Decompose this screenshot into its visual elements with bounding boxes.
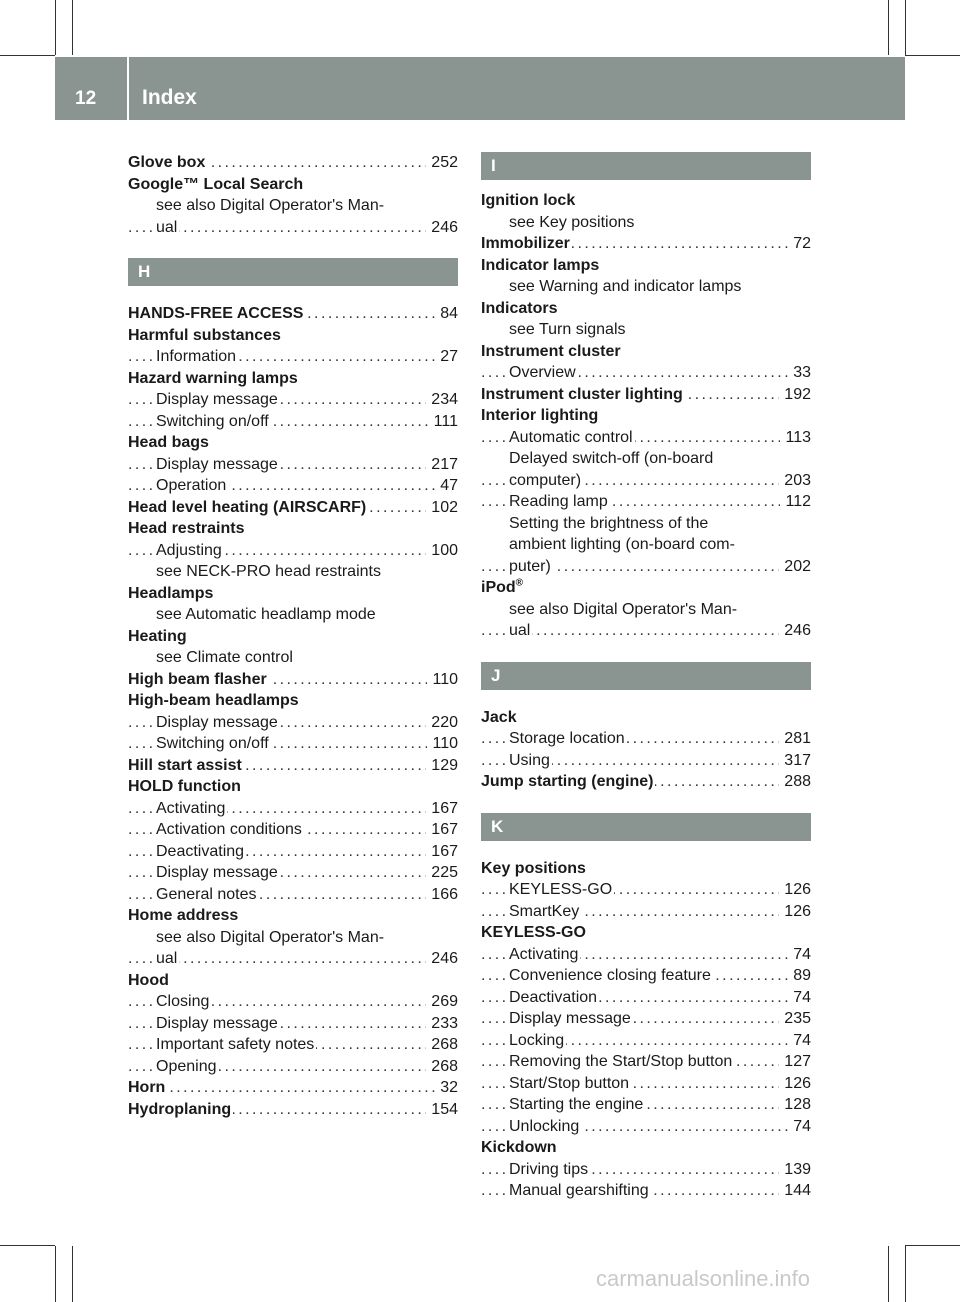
index-subentry[interactable] — [481, 1116, 811, 1138]
index-subentry[interactable] — [128, 733, 458, 755]
index-entry[interactable] — [128, 497, 458, 519]
index-entry[interactable] — [128, 303, 458, 325]
index-entry — [128, 583, 458, 605]
entry-label: computer) — [509, 471, 582, 489]
index-subentry[interactable] — [481, 427, 811, 449]
entry-label: Closing — [156, 993, 210, 1010]
entry-label: Instrument cluster lighting — [481, 385, 683, 403]
index-subentry[interactable] — [481, 1094, 811, 1116]
page-reference[interactable]: 126 — [779, 1073, 811, 1095]
entry-label: HANDS-FREE ACCESS — [128, 305, 304, 322]
page-reference[interactable]: 166 — [426, 884, 458, 906]
entry-label: Jack — [481, 708, 517, 726]
crop-mark — [0, 55, 55, 56]
index-entry — [128, 325, 458, 347]
entry-label: see NECK-PRO head restraints — [156, 563, 381, 580]
page-header — [55, 57, 905, 120]
index-entry[interactable] — [481, 233, 811, 255]
entry-label: Removing the Start/Stop button — [509, 1053, 733, 1070]
crop-mark — [72, 0, 73, 55]
index-subentry[interactable] — [481, 879, 811, 901]
page-reference[interactable]: 281 — [779, 728, 811, 750]
index-subentry[interactable] — [128, 540, 458, 562]
entry-label: Convenience closing feature — [509, 967, 711, 984]
crop-mark — [55, 1246, 56, 1302]
entry-label: Hood — [128, 971, 169, 989]
entry-label: Storage location — [509, 730, 625, 747]
index-subentry[interactable] — [481, 1180, 811, 1202]
page-reference[interactable]: 112 — [780, 491, 811, 513]
index-subentry[interactable] — [128, 819, 458, 841]
entry-label: puter) — [509, 557, 551, 575]
entry-label: Instrument cluster — [481, 342, 621, 360]
page-reference[interactable]: 167 — [426, 798, 458, 820]
entry-label: Kickdown — [481, 1139, 557, 1156]
index-subentry — [481, 276, 811, 298]
page-reference[interactable]: 246 — [426, 217, 458, 239]
entry-label: see Warning and indicator lamps — [509, 278, 742, 295]
page-reference[interactable]: 100 — [426, 540, 458, 562]
entry-label: Home address — [128, 907, 239, 924]
page-reference[interactable]: 74 — [788, 1030, 811, 1052]
entry-label: see Key positions — [509, 213, 635, 231]
entry-label: Head level heating (AIRSCARF) — [128, 498, 367, 516]
section-letter-j: J — [481, 662, 811, 690]
index-subentry — [481, 212, 811, 234]
index-entry — [128, 970, 458, 992]
page-reference[interactable]: 235 — [779, 1008, 811, 1030]
page-reference[interactable]: 33 — [788, 362, 811, 384]
entry-label: SmartKey — [509, 902, 580, 920]
entry-label: Ignition lock — [481, 192, 576, 209]
index-entry[interactable] — [128, 1099, 458, 1121]
page-reference[interactable]: 268 — [426, 1034, 458, 1056]
entry-label: Information — [156, 348, 237, 365]
index-subentry[interactable] — [128, 1013, 458, 1035]
crop-mark — [905, 1246, 906, 1302]
entry-label: Display message — [156, 391, 278, 408]
entry-label: Harmful substances — [128, 326, 281, 344]
entry-label: Indicators — [481, 299, 558, 317]
index-entry — [481, 341, 811, 363]
page-reference[interactable]: 225 — [426, 862, 458, 884]
index-entry — [481, 298, 811, 320]
page-reference[interactable]: 317 — [779, 750, 811, 772]
index-entry — [128, 432, 458, 454]
entry-label: Operation — [156, 477, 227, 494]
index-subentry[interactable] — [481, 1030, 811, 1052]
entry-label: KEYLESS-GO — [509, 881, 613, 898]
entry-label: Head restraints — [128, 520, 245, 537]
index-subentry[interactable] — [481, 1073, 811, 1095]
page-reference[interactable]: 203 — [779, 470, 811, 492]
entry-label: Starting the engine — [509, 1096, 644, 1113]
index-entry — [128, 905, 458, 927]
entry-label: High beam flasher — [128, 670, 267, 688]
index-entry[interactable] — [128, 1077, 458, 1099]
entry-label: Activating — [156, 799, 226, 817]
index-subentry[interactable] — [128, 712, 458, 734]
index-entry — [481, 858, 811, 880]
entry-label: General notes — [156, 885, 257, 903]
page-reference[interactable]: 154 — [426, 1099, 458, 1121]
page-reference[interactable]: 167 — [426, 819, 458, 841]
entry-label: Deactivating — [156, 842, 245, 860]
page-reference[interactable]: 84 — [435, 303, 458, 325]
page-reference[interactable]: 74 — [788, 944, 811, 966]
index-subentry[interactable] — [128, 991, 458, 1013]
page-reference[interactable]: 110 — [427, 733, 458, 755]
page-reference[interactable]: 89 — [788, 965, 811, 987]
entry-label: ual — [156, 218, 178, 236]
index-subentry — [128, 561, 458, 583]
entry-label: Display message — [156, 1014, 278, 1032]
index-subentry[interactable] — [481, 1008, 811, 1030]
entry-label: see also Digital Operator's Man- — [156, 928, 385, 946]
index-entry — [481, 707, 811, 729]
page-reference[interactable]: 268 — [426, 1056, 458, 1078]
index-subentry[interactable] — [481, 901, 811, 923]
index-subentry[interactable] — [481, 556, 811, 578]
page-reference[interactable]: 202 — [779, 556, 811, 578]
entry-label: ual — [156, 950, 178, 967]
index-subentry[interactable] — [128, 1034, 458, 1056]
index-subentry — [481, 319, 811, 341]
entry-label: Delayed switch-off (on-board — [509, 450, 714, 467]
index-subentry[interactable] — [128, 884, 458, 906]
index-subentry — [128, 927, 458, 949]
entry-label: Important safety notes — [156, 1036, 315, 1053]
entry-label: see Automatic headlamp mode — [156, 606, 376, 623]
index-subentry[interactable] — [128, 454, 458, 476]
crop-mark — [888, 1246, 889, 1302]
crop-mark — [905, 55, 960, 56]
index-subentry[interactable] — [128, 862, 458, 884]
index-subentry — [128, 195, 458, 217]
section-letter-h: H — [128, 258, 458, 286]
page-title: Index — [142, 86, 197, 109]
crop-mark — [888, 0, 889, 55]
entry-label: Reading lamp — [509, 493, 608, 510]
page-reference[interactable]: 74 — [788, 1116, 811, 1138]
header-divider — [127, 57, 129, 120]
page-reference[interactable]: 127 — [779, 1051, 811, 1073]
crop-mark — [0, 1245, 55, 1246]
index-entry — [128, 690, 458, 712]
entry-label: Key positions — [481, 859, 586, 877]
index-column-right — [481, 152, 811, 1202]
entry-label: Automatic control — [509, 428, 633, 446]
entry-label: Activation conditions — [156, 821, 302, 838]
entry-label: Glove box — [128, 154, 206, 171]
index-subentry[interactable] — [128, 346, 458, 368]
index-entry[interactable] — [128, 669, 458, 691]
index-subentry — [481, 513, 811, 535]
entry-label: Using — [509, 751, 550, 769]
page-reference[interactable]: 102 — [426, 497, 458, 519]
entry-label: Locking — [509, 1031, 565, 1049]
entry-label: Adjusting — [156, 541, 222, 559]
entry-label: Hill start assist — [128, 756, 242, 774]
entry-label: Headlamps — [128, 584, 214, 602]
entry-label: Start/Stop button — [509, 1074, 630, 1092]
section-letter-k: K — [481, 813, 811, 841]
index-column-left — [128, 152, 458, 1120]
entry-label: Display message — [156, 713, 278, 731]
index-subentry — [481, 534, 811, 556]
index-subentry[interactable] — [128, 1056, 458, 1078]
entry-label: HOLD function — [128, 778, 241, 795]
index-entry — [481, 1137, 811, 1159]
entry-label: Opening — [156, 1057, 217, 1075]
entry-label: Display message — [156, 864, 278, 881]
registered-mark: ® — [515, 577, 524, 589]
index-subentry[interactable] — [481, 491, 811, 513]
page-reference[interactable]: 32 — [435, 1077, 458, 1099]
index-entry — [128, 776, 458, 798]
page-reference[interactable]: 288 — [779, 771, 811, 793]
index-subentry[interactable] — [128, 798, 458, 820]
index-entry — [481, 577, 811, 599]
page-reference[interactable]: 47 — [435, 475, 458, 497]
index-entry — [481, 405, 811, 427]
index-subentry — [128, 647, 458, 669]
entry-label: Jump starting (engine) — [481, 773, 654, 790]
index-entry[interactable] — [128, 152, 458, 174]
index-subentry[interactable] — [481, 944, 811, 966]
page-reference[interactable]: 167 — [426, 841, 458, 863]
index-entry — [481, 190, 811, 212]
page-number: 12 — [75, 88, 97, 109]
entry-label: see also Digital Operator's Man- — [509, 600, 738, 618]
entry-label: Head bags — [128, 434, 209, 451]
page-reference[interactable]: 234 — [426, 389, 458, 411]
entry-label: Indicator lamps — [481, 256, 600, 274]
entry-label: Overview — [509, 364, 576, 381]
index-entry — [128, 518, 458, 540]
entry-label: ambient lighting (on-board com- — [509, 536, 735, 553]
index-subentry[interactable] — [128, 217, 458, 239]
index-subentry — [128, 604, 458, 626]
entry-label: ual — [509, 622, 531, 639]
crop-mark — [55, 0, 56, 55]
index-subentry[interactable] — [481, 965, 811, 987]
index-subentry[interactable] — [481, 1159, 811, 1181]
index-entry[interactable] — [481, 384, 811, 406]
entry-label: Google™ Local Search — [128, 175, 304, 193]
index-entry — [128, 626, 458, 648]
crop-mark — [905, 1245, 960, 1246]
crop-mark — [905, 0, 906, 55]
entry-label: Display message — [156, 455, 278, 473]
page-reference[interactable]: 139 — [779, 1159, 811, 1181]
entry-label: Heating — [128, 627, 187, 645]
page-reference[interactable]: 111 — [429, 411, 458, 433]
index-subentry[interactable] — [481, 987, 811, 1009]
page-reference[interactable]: 246 — [426, 948, 458, 970]
index-subentry[interactable] — [481, 620, 811, 642]
entry-label: Switching on/off — [156, 735, 269, 752]
index-subentry — [481, 599, 811, 621]
page-reference[interactable]: 144 — [779, 1180, 811, 1202]
index-subentry[interactable] — [481, 1051, 811, 1073]
page-reference[interactable]: 220 — [426, 712, 458, 734]
entry-label: KEYLESS-GO — [481, 924, 586, 941]
page-reference[interactable]: 217 — [426, 454, 458, 476]
entry-label: Setting the brightness of the — [509, 514, 709, 532]
entry-label: Hazard warning lamps — [128, 369, 298, 387]
index-subentry[interactable] — [128, 475, 458, 497]
page-reference[interactable]: 252 — [426, 152, 458, 174]
entry-label: Driving tips — [509, 1160, 589, 1178]
entry-label: see also Digital Operator's Man- — [156, 197, 385, 214]
page-reference[interactable]: 126 — [779, 901, 811, 923]
entry-label: Hydroplaning — [128, 1100, 232, 1118]
index-subentry[interactable] — [128, 841, 458, 863]
entry-label: High-beam headlamps — [128, 692, 299, 709]
index-subentry[interactable] — [128, 948, 458, 970]
page-reference[interactable]: 192 — [779, 384, 811, 406]
page-reference[interactable]: 233 — [426, 1013, 458, 1035]
index-subentry[interactable] — [481, 470, 811, 492]
page-reference[interactable]: 126 — [779, 879, 811, 901]
entry-label: Deactivation — [509, 988, 598, 1006]
page-reference[interactable]: 128 — [779, 1094, 811, 1116]
entry-label: Horn — [128, 1079, 166, 1096]
page-reference[interactable]: 110 — [427, 669, 458, 691]
index-subentry — [481, 448, 811, 470]
index-subentry[interactable] — [481, 728, 811, 750]
entry-label: iPod® — [481, 577, 524, 596]
page-reference[interactable]: 72 — [788, 233, 811, 255]
page-reference[interactable]: 113 — [780, 427, 811, 449]
index-entry — [128, 368, 458, 390]
index-subentry[interactable] — [128, 389, 458, 411]
index-entry — [481, 922, 811, 944]
page-reference[interactable]: 27 — [435, 346, 458, 368]
entry-label: see Climate control — [156, 649, 293, 666]
entry-label: Activating — [509, 945, 579, 963]
entry-label: see Turn signals — [509, 321, 626, 338]
crop-mark — [72, 1246, 73, 1302]
watermark: carmanualsonline.info — [596, 1266, 811, 1291]
page-reference[interactable]: 269 — [426, 991, 458, 1013]
index-entry[interactable] — [481, 771, 811, 793]
entry-label: Manual gearshifting — [509, 1182, 649, 1199]
entry-label: Unlocking — [509, 1117, 580, 1135]
index-subentry[interactable] — [481, 362, 811, 384]
index-subentry[interactable] — [481, 750, 811, 772]
index-entry — [481, 255, 811, 277]
section-letter-i: I — [481, 152, 811, 180]
page-reference[interactable]: 129 — [426, 755, 458, 777]
page-reference[interactable]: 74 — [788, 987, 811, 1009]
index-subentry[interactable] — [128, 411, 458, 433]
entry-label: Switching on/off — [156, 412, 269, 430]
entry-label: Interior lighting — [481, 407, 599, 424]
page-reference[interactable]: 246 — [779, 620, 811, 642]
entry-label: Display message — [509, 1010, 631, 1027]
index-entry[interactable] — [128, 755, 458, 777]
index-entry — [128, 174, 458, 196]
entry-label: Immobilizer — [481, 235, 570, 252]
